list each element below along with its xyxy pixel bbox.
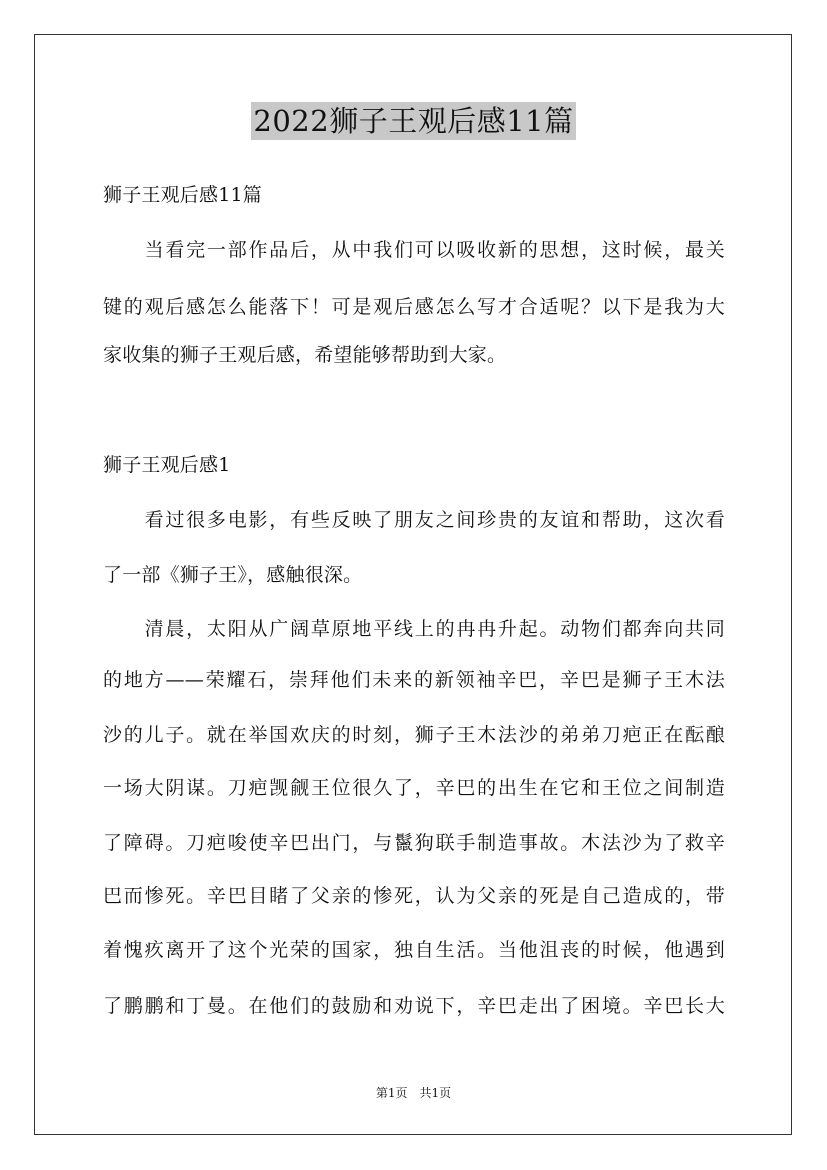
- para2-line-8: 了鹏鹏和丁曼。在他们的鼓励和劝说下，辛巴走出了困境。辛巴长大: [103, 995, 725, 1017]
- section-heading: 狮子王观后感1: [103, 454, 231, 476]
- para2-line-7: 着愧疚离开了这个光荣的国家，独自生活。当他沮丧的时候，他遇到: [103, 939, 725, 961]
- intro-line-2: 键的观后感怎么能落下！可是观后感怎么写才合适呢？以下是我为大: [103, 296, 725, 318]
- page-footer: 第1页 共1页: [375, 1086, 452, 1100]
- para2-line-4: 一场大阴谋。刀疤觊觎王位很久了，辛巴的出生在它和王位之间制造: [103, 777, 725, 799]
- intro-line-1: 当看完一部作品后，从中我们可以吸收新的思想，这时候，最关: [103, 239, 725, 261]
- para2-line-3: 沙的儿子。就在举国欢庆的时刻，狮子王木法沙的弟弟刀疤正在酝酿: [103, 724, 725, 746]
- para1-line-1: 看过很多电影，有些反映了朋友之间珍贵的友谊和帮助，这次看: [103, 509, 725, 531]
- para2-line-2: 的地方——荣耀石，崇拜他们未来的新领袖辛巴，辛巴是狮子王木法: [103, 669, 725, 691]
- para2-line-6: 巴而惨死。辛巴目睹了父亲的惨死，认为父亲的死是自己造成的，带: [103, 885, 725, 907]
- subtitle: 狮子王观后感11篇: [103, 184, 262, 206]
- title-container: [0, 102, 827, 140]
- document-title: 2022狮子王观后感11篇: [253, 104, 574, 138]
- para1-line-2: 了一部《狮子王》，感触很深。: [103, 564, 363, 586]
- intro-line-3: 家收集的狮子王观后感，希望能够帮助到大家。: [103, 344, 507, 366]
- para2-line-5: 了障碍。刀疤唆使辛巴出门，与鬣狗联手制造事故。木法沙为了救辛: [103, 832, 725, 854]
- para2-line-1: 清晨，太阳从广阔草原地平线上的冉冉升起。动物们都奔向共同: [103, 618, 725, 640]
